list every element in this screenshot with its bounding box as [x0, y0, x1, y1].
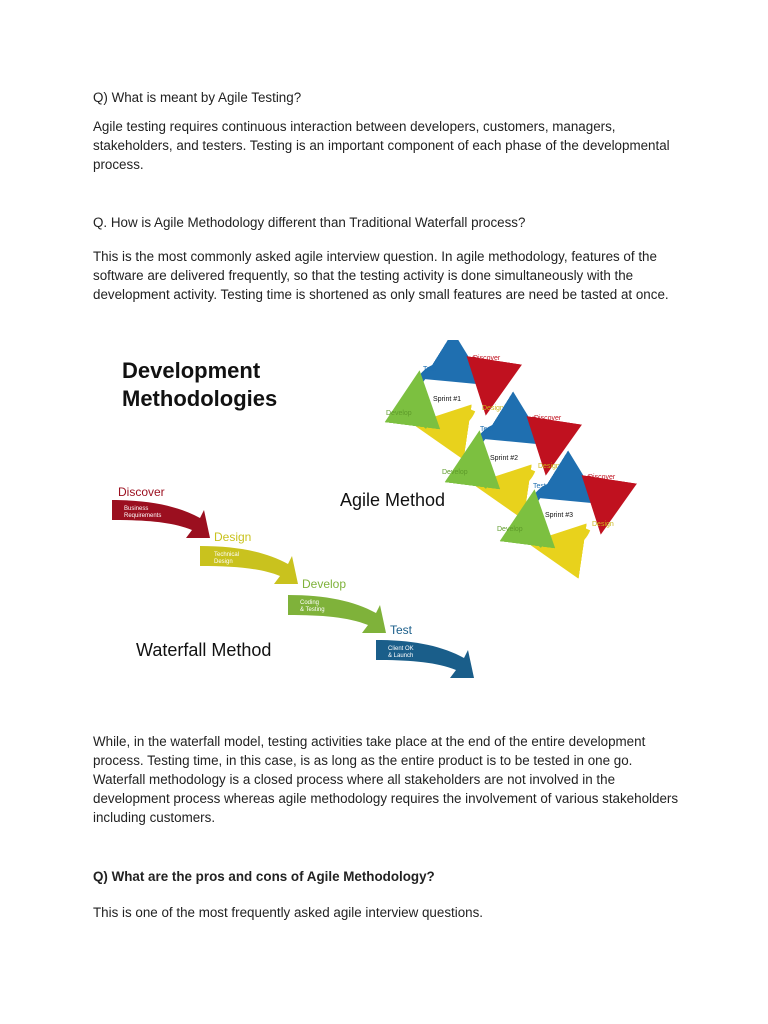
waterfall-step-sub2: Requirements: [124, 513, 162, 519]
sprint-design-label: Design: [538, 463, 560, 470]
waterfall-step-title: Discover: [118, 485, 165, 499]
sprint-develop-label: Develop: [442, 469, 468, 476]
sprint-discover-label: Discover: [588, 474, 616, 481]
sprint-test-label: Test: [423, 366, 436, 373]
waterfall-step-sub2: & Testing: [300, 607, 325, 613]
design-arrow-icon: [440, 410, 472, 428]
question-agile-vs-waterfall: Q. How is Agile Methodology different than Traditional Waterfall process?: [93, 215, 526, 230]
answer-pros-cons: This is one of the most frequently asked agile interview questions.: [93, 905, 484, 920]
waterfall-step-test: [376, 623, 474, 678]
waterfall-step-sub2: & Launch: [388, 653, 414, 659]
sprint-label: Sprint #3: [545, 512, 574, 519]
sprint-discover-label: Discover: [473, 355, 501, 362]
sprint-develop-label: Develop: [497, 526, 523, 533]
question-agile-testing: Q) What is meant by Agile Testing?: [93, 90, 302, 105]
develop-arrow-icon: [416, 398, 428, 426]
discover-arrow-icon: [472, 360, 490, 388]
sprint-design-label: Design: [592, 521, 614, 528]
waterfall-step-discover: [112, 485, 210, 538]
waterfall-step-sub1: Coding: [300, 600, 320, 606]
answer-agile-vs-waterfall: This is the most commonly asked agile interview question. In agile methodology, features of the software are delivered frequently, so that the testing activity is done simultaneously with the development activity. Testing time is shortened as only small features are need be tasted at once.: [93, 249, 669, 302]
develop-arrow-icon: [531, 517, 543, 545]
waterfall-method-label: Waterfall Method: [136, 640, 272, 660]
discover-arrow-icon: [532, 420, 550, 448]
sprint-test-label: Test: [533, 483, 546, 490]
design-arrow-icon: [500, 470, 532, 488]
figure-title-line1: Development: [122, 358, 261, 383]
waterfall-step-sub1: Technical: [214, 552, 240, 558]
waterfall-step-develop: [288, 577, 386, 633]
waterfall-step-title: Test: [390, 623, 413, 637]
sprint-label: Sprint #2: [490, 455, 519, 462]
answer-agile-testing: Agile testing requires continuous interaction between developers, customers, managers, stakeholders, and testers. Testing is an important component of each phase of the developmental process.: [93, 119, 670, 172]
sprint-develop-label: Develop: [386, 410, 412, 417]
develop-arrow-icon: [476, 458, 488, 486]
figure-title-line2: Methodologies: [122, 386, 278, 411]
discover-arrow-icon: [587, 479, 605, 507]
sprint-discover-label: Discover: [534, 415, 562, 422]
design-arrow-icon: [555, 529, 587, 547]
waterfall-step-design: [200, 530, 298, 584]
sprint-design-label: Design: [482, 405, 504, 412]
waterfall-step-sub2: Design: [214, 559, 233, 565]
waterfall-step-title: Design: [214, 530, 252, 544]
waterfall-step-title: Develop: [302, 577, 347, 591]
question-pros-cons: Q) What are the pros and cons of Agile Methodology?: [93, 869, 435, 884]
sprint-label: Sprint #1: [433, 396, 462, 403]
development-methodologies-figure: [100, 340, 660, 690]
agile-method-label: Agile Method: [340, 490, 446, 510]
answer-waterfall-model: While, in the waterfall model, testing activities take place at the end of the entire development process. Testing time, in this case, is as long as the entire product is to be tested in one go. Waterfall methodology is a closed process where all stakeholders are not involved in the development process whereas agile methodology requires the involvement of various stakeholders including customers.: [93, 734, 679, 825]
sprint-cycle-1: [386, 355, 504, 428]
sprint-test-label: Test: [480, 426, 493, 433]
waterfall-step-sub1: Client OK: [388, 646, 414, 652]
waterfall-step-sub1: Business: [124, 506, 149, 512]
